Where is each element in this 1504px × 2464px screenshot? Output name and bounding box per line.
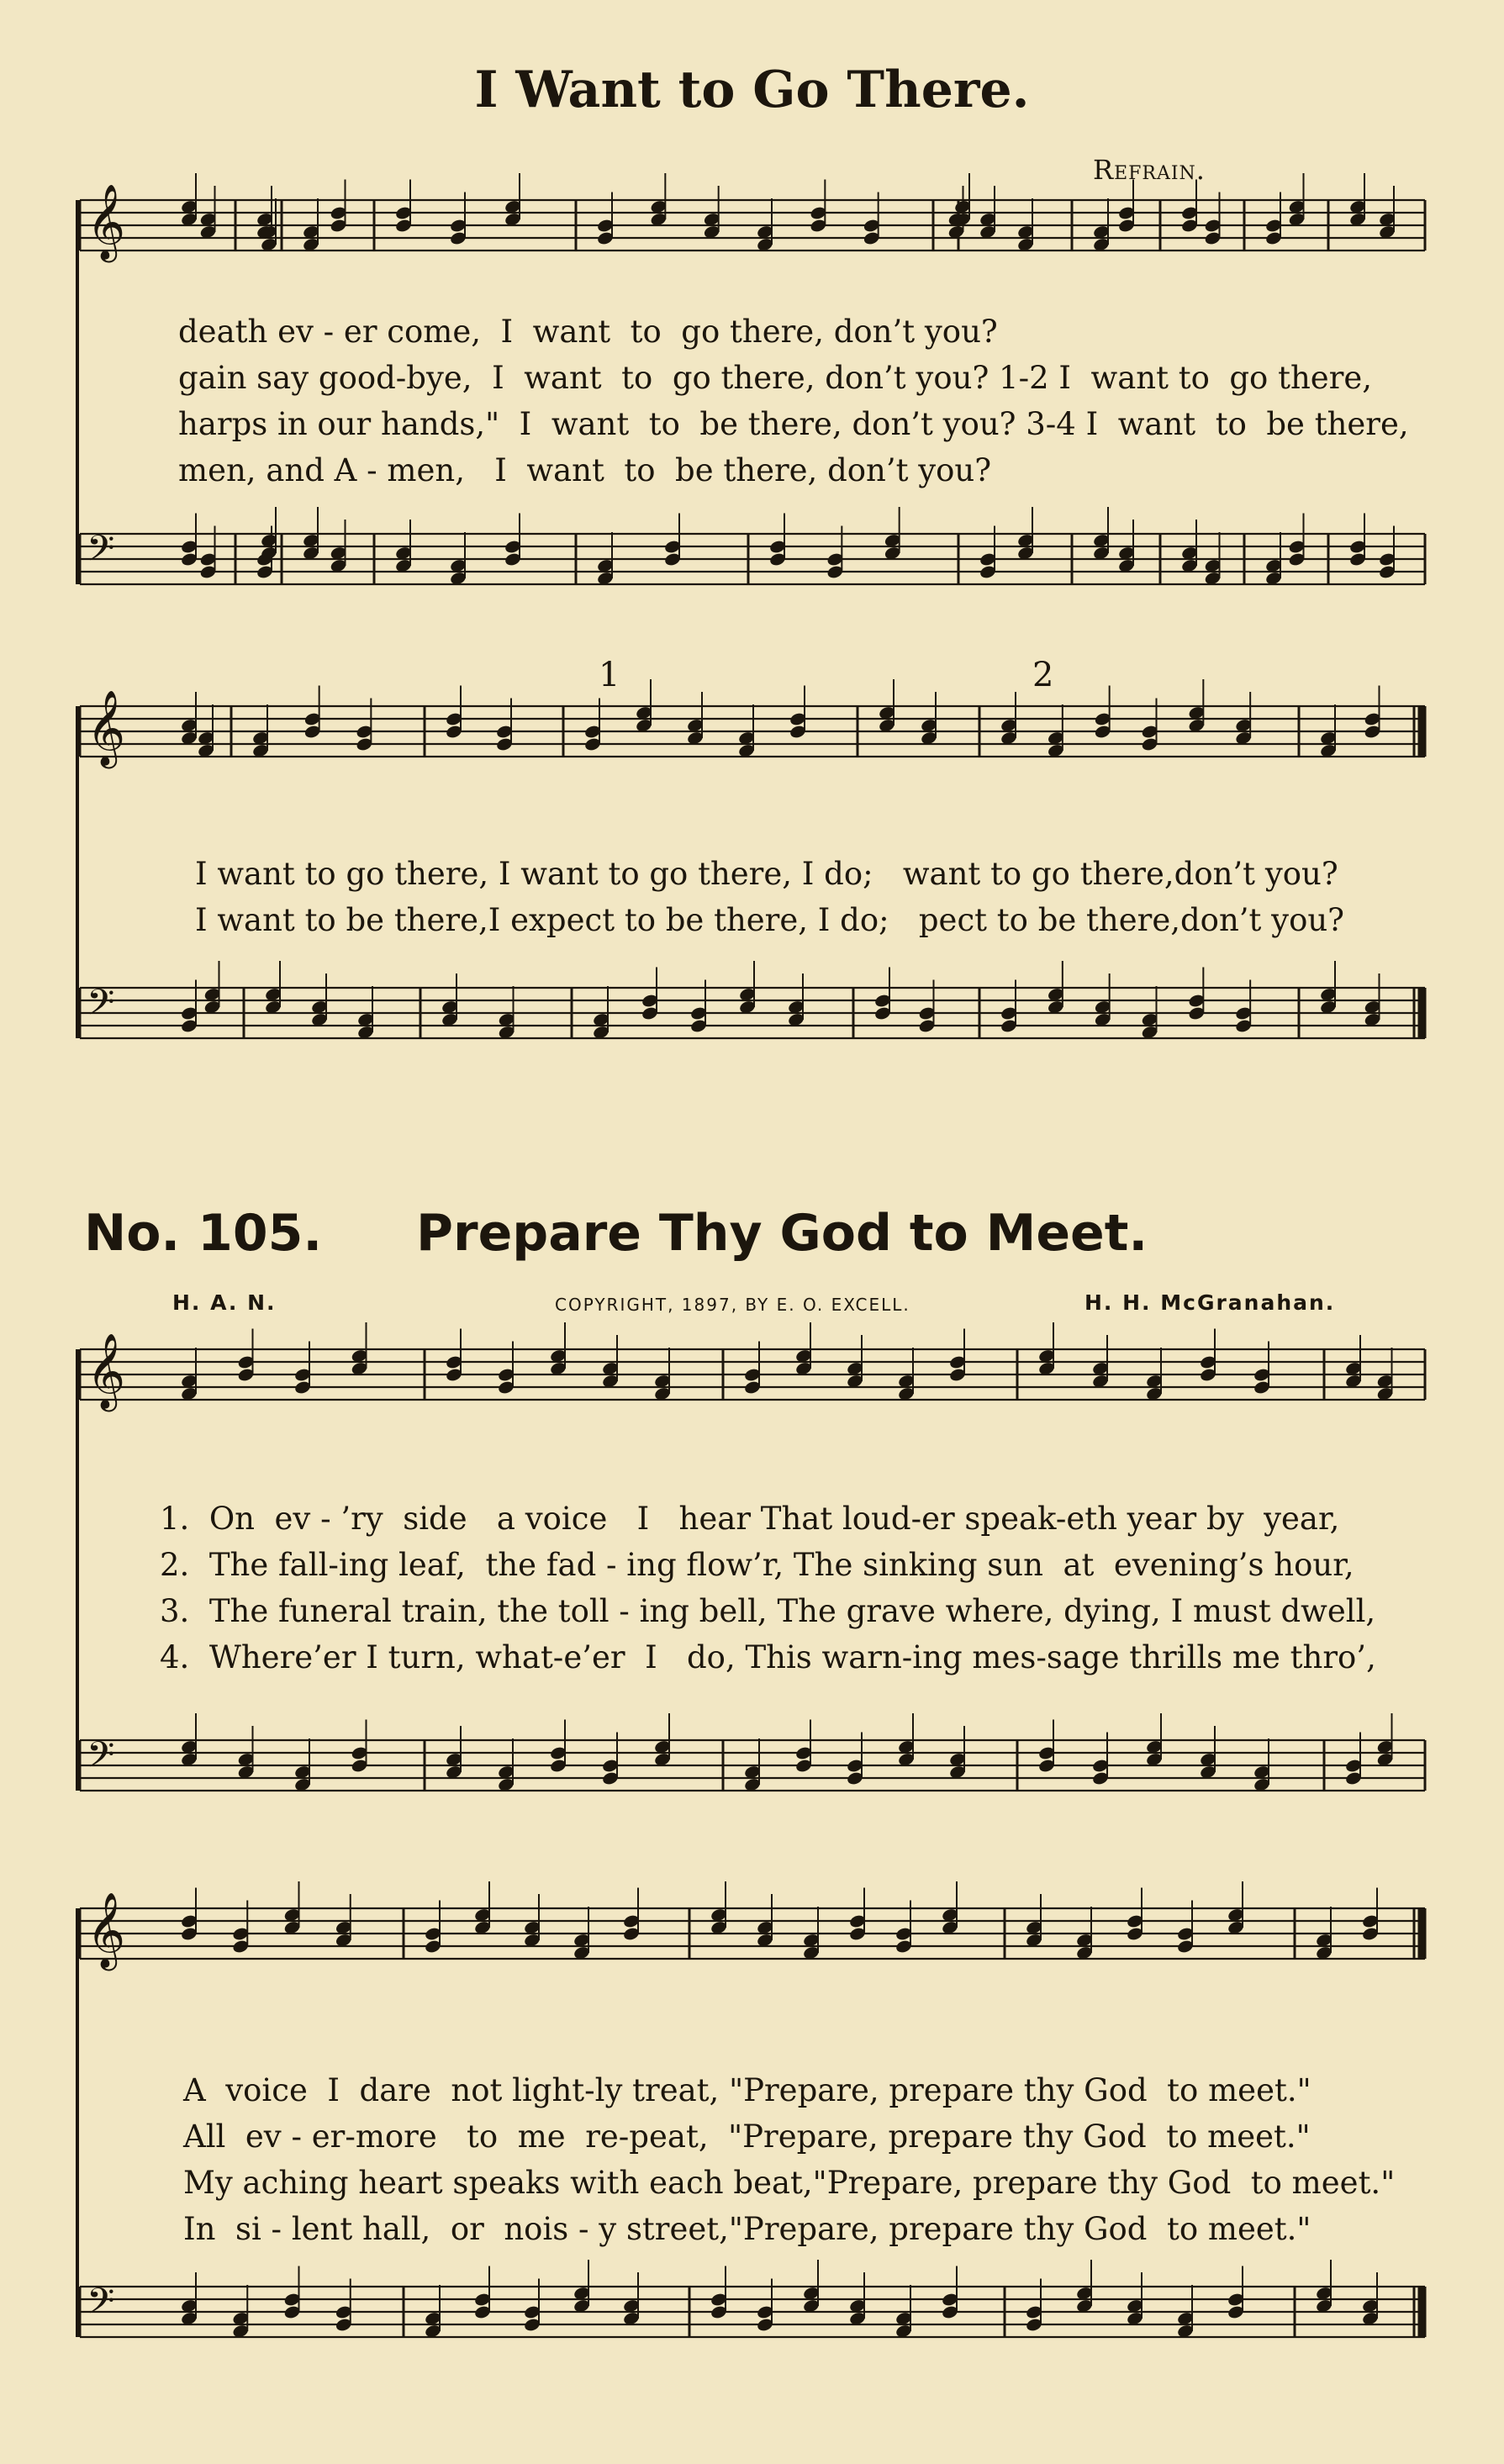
lyric-line: death ev - er come, I want to go there, don’t you? (178, 314, 998, 350)
lyric-line: I want to go there, I want to go there, I do; want to go there,don’t you? (195, 856, 1338, 892)
svg-text:𝄢: 𝄢 (87, 982, 115, 1032)
hymn-number: No. 105. (84, 1204, 323, 1263)
verse-line: 4. Where’er I turn, what-e’er I do, This warn-ing mes-sage thrills me thro’, (160, 1639, 1376, 1675)
refrain-line: In si - lent hall, or nois - y street,"Prepare, prepare thy God to meet." (183, 2211, 1311, 2247)
svg-text:𝄢: 𝄢 (87, 2281, 115, 2331)
refrain-line: All ev - er-more to me re-peat, "Prepare, prepare thy God to meet." (183, 2118, 1311, 2155)
lyric-line: harps in our hands," I want to be there, don’t you? 3-4 I want to be there, (178, 406, 1409, 442)
svg-text:𝄞: 𝄞 (87, 184, 126, 260)
copyright-notice: COPYRIGHT, 1897, BY E. O. EXCELL. (555, 1295, 910, 1315)
lyric-line: men, and A - men, I want to be there, don’t you? (178, 452, 992, 488)
svg-text:𝄞: 𝄞 (87, 1892, 126, 1968)
lyric-line: gain say good-bye, I want to go there, don’t you? 1-2 I want to go there, (178, 360, 1373, 396)
lyric-line: I want to be there,I expect to be there, I do; pect to be there,don’t you? (195, 902, 1345, 938)
refrain-label: Refrain. (1093, 154, 1206, 186)
hymn-title: I Want to Go There. (474, 61, 1030, 119)
refrain-line: My aching heart speaks with each beat,"Prepare, prepare thy God to meet." (183, 2165, 1396, 2201)
ending-2-label: 2 (1032, 656, 1054, 694)
svg-text:𝄢: 𝄢 (87, 1734, 115, 1785)
verse-line: 3. The funeral train, the toll - ing bell, The grave where, dying, I must dwell, (160, 1593, 1376, 1629)
composer-credit: H. H. McGranahan. (1084, 1290, 1336, 1315)
svg-text:𝄞: 𝄞 (87, 1333, 126, 1409)
svg-text:𝄞: 𝄞 (87, 690, 126, 766)
refrain-line: A voice I dare not light-ly treat, "Prepare, prepare thy God to meet." (183, 2072, 1311, 2108)
svg-text:𝄢: 𝄢 (87, 528, 115, 578)
author-credit: H. A. N. (172, 1290, 277, 1315)
ending-1-label: 1 (599, 656, 620, 694)
hymn-title: Prepare Thy God to Meet. (416, 1204, 1148, 1263)
verse-line: 2. The fall-ing leaf, the fad - ing flow’r, The sinking sun at evening’s hour, (160, 1547, 1354, 1583)
verse-line: 1. On ev - ’ry side a voice I hear That loud-er speak-eth year by year, (160, 1501, 1340, 1537)
